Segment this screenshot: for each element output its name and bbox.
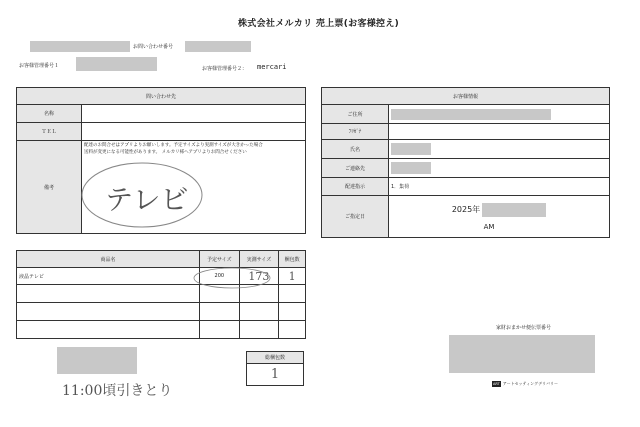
remarks-text-line-2: 送料が変更になる可能性があります。 メルカリ様へアプリよりお問合せください (84, 149, 247, 155)
customer-name-value (389, 140, 610, 159)
col-header-planned-size: 予定サイズ (200, 251, 240, 268)
date-ampm: AM (483, 222, 495, 231)
tel-label: ＴＥＬ (17, 123, 82, 141)
package-count: 1 (279, 268, 306, 285)
redacted-block (76, 57, 157, 71)
total-packages-box (246, 351, 304, 386)
tel-value (82, 123, 306, 141)
item-name: 液晶テレビ (17, 268, 200, 285)
carrier-name: アートセッティングデリバリー (502, 381, 558, 386)
redacted-block (449, 335, 595, 373)
customer-name-label: 氏名 (322, 140, 389, 159)
redacted-block (30, 41, 130, 52)
remarks-label: 備考 (17, 141, 82, 234)
handwritten-note: テレビ (105, 183, 189, 216)
name-label: 名称 (17, 105, 82, 123)
furigana-label: ﾌﾘｶﾞﾅ (322, 124, 389, 140)
customer-mgmt-2-value: mercari (257, 63, 287, 71)
remarks-text-line-1: 配達のお問合せはアプリよりお願いします。予定サイズより実測サイズが大きかった場合 (84, 143, 263, 148)
delivery-instruction-label: 配達指示 (322, 178, 389, 196)
address-value (389, 105, 610, 124)
contact-value (389, 159, 610, 178)
delivery-instruction-value: 1．集荷 (389, 178, 610, 196)
table-row (17, 321, 306, 339)
contact-box-title: 問い合わせ先 (17, 88, 306, 105)
specified-date-label: ご指定日 (322, 196, 389, 238)
table-row (17, 303, 306, 321)
customer-mgmt-1-label: お客様管理番号１ (19, 63, 60, 69)
items-table (16, 250, 306, 339)
tracking-label: 家財おまかせ便伝票番号 (496, 325, 552, 331)
specified-date-cell (389, 196, 610, 238)
col-header-item: 商品名 (17, 251, 200, 268)
customer-info-box (321, 87, 610, 238)
redacted-block (185, 41, 251, 52)
redacted-block (391, 143, 431, 155)
redacted-block (391, 109, 551, 120)
customer-mgmt-2-label: お客様管理番号２： (202, 66, 248, 72)
col-header-package-count: 梱包数 (279, 251, 306, 268)
carrier-logo-mark: ART (493, 382, 500, 386)
planned-size: 200 (200, 268, 240, 285)
carrier-logo (492, 381, 558, 387)
date-year: 2025年 (451, 205, 481, 214)
actual-size: 173 (239, 268, 279, 285)
total-packages-value: 1 (247, 364, 304, 386)
page-title: 株式会社メルカリ 売上票(お客様控え) (238, 19, 400, 29)
total-packages-label: 総梱包数 (247, 352, 304, 364)
name-value (82, 105, 306, 123)
handwritten-circle (192, 266, 272, 290)
customer-info-title: お客様情報 (322, 88, 610, 105)
col-header-actual-size: 実測サイズ (239, 251, 279, 268)
inquiry-number-label: お問い合わせ番号 (133, 44, 174, 50)
redacted-block (57, 347, 137, 374)
redacted-block (391, 162, 431, 174)
furigana-value (389, 124, 610, 140)
address-label: ご住所 (322, 105, 389, 124)
handwritten-pickup-time: 11:00頃引きとり (62, 383, 173, 399)
redacted-block (482, 203, 546, 217)
contact-label: ご連絡先 (322, 159, 389, 178)
